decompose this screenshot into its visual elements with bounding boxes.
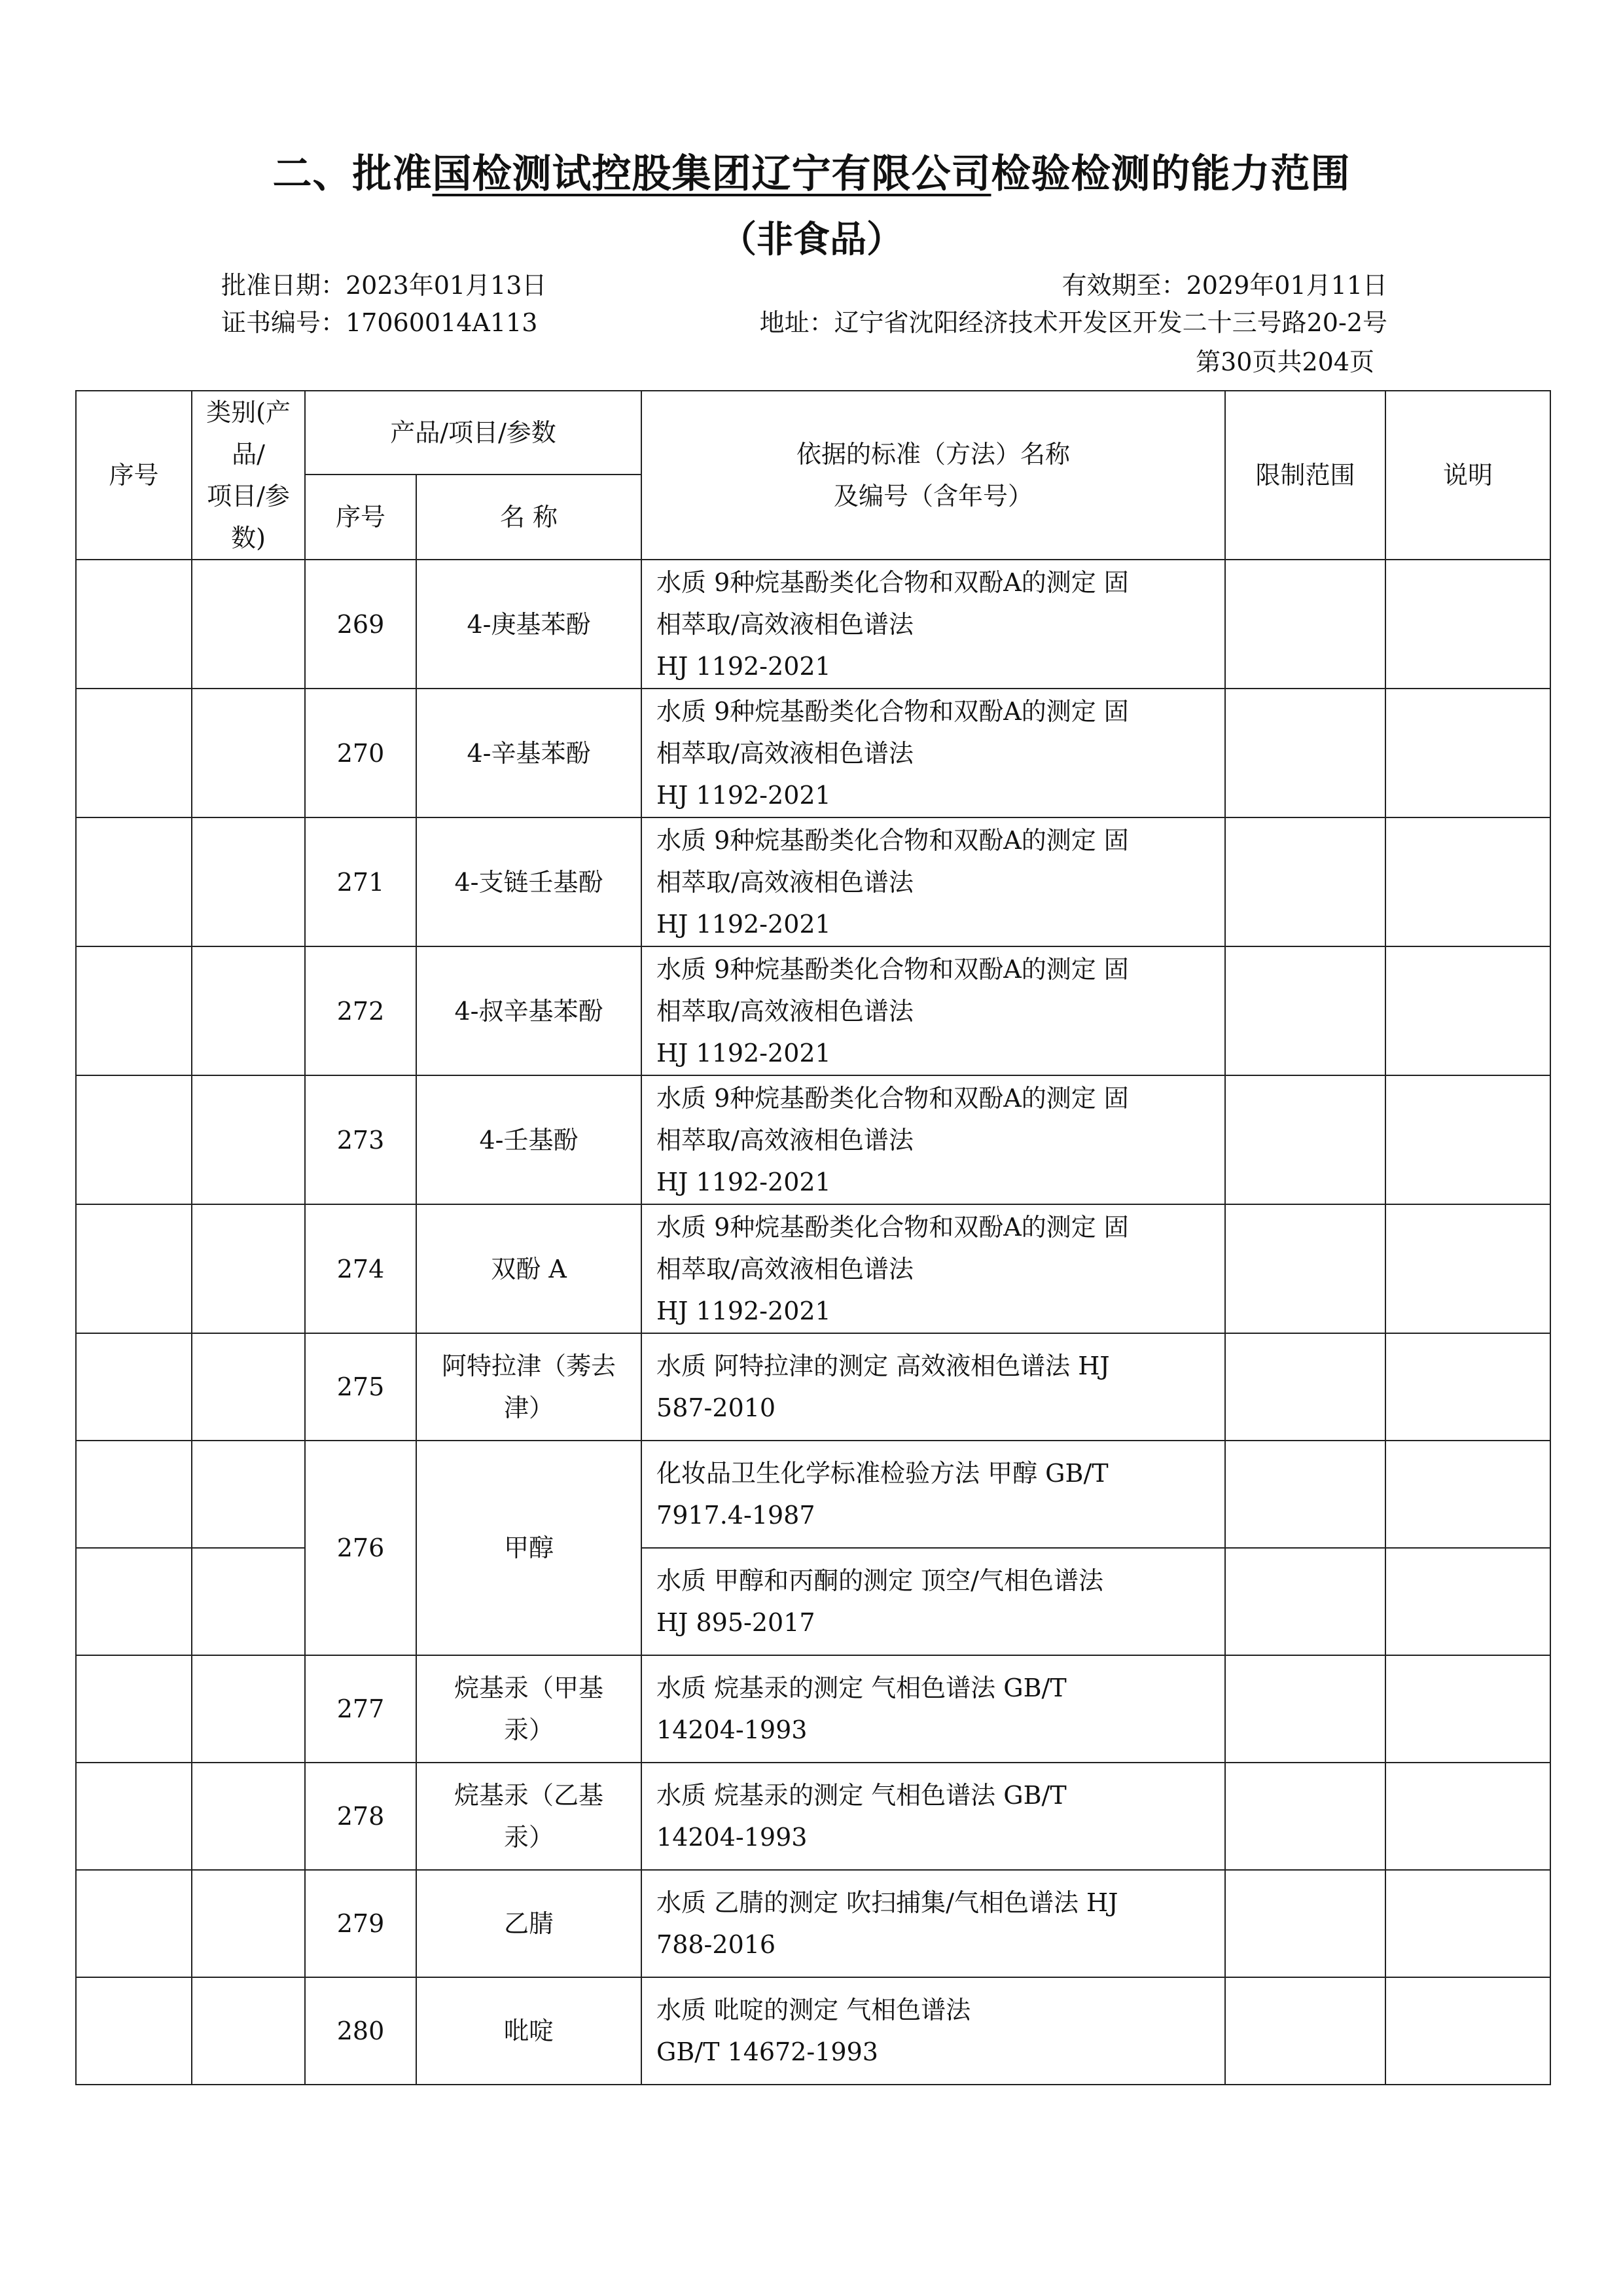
cell-seq xyxy=(76,560,192,689)
cell-category xyxy=(192,1333,305,1441)
cell-note xyxy=(1385,1763,1550,1870)
cell-number: 280 xyxy=(305,1977,416,2085)
cell-seq xyxy=(76,1655,192,1763)
cell-standard: 水质 9种烷基酚类化合物和双酚A的测定 固 相萃取/高效液相色谱法 HJ 1192-2021 xyxy=(641,689,1225,817)
cell-note xyxy=(1385,817,1550,946)
cell-seq xyxy=(76,817,192,946)
cell-seq xyxy=(76,1548,192,1655)
cell-limit xyxy=(1225,689,1385,817)
cell-category xyxy=(192,1441,305,1548)
cell-name: 甲醇 xyxy=(416,1441,641,1655)
cell-limit xyxy=(1225,1333,1385,1441)
cell-category xyxy=(192,1977,305,2085)
title-organization: 国检测试控股集团辽宁有限公司 xyxy=(432,151,991,197)
cell-limit xyxy=(1225,1075,1385,1204)
cell-category xyxy=(192,1655,305,1763)
cell-note xyxy=(1385,689,1550,817)
page-title xyxy=(0,143,1623,199)
cell-note xyxy=(1385,1333,1550,1441)
table-row xyxy=(76,1977,1550,2085)
table-row xyxy=(76,1548,1550,1655)
header-sub-seq: 序号 xyxy=(305,475,416,560)
capability-table xyxy=(75,390,1551,2085)
cell-number: 271 xyxy=(305,817,416,946)
cell-standard: 水质 乙腈的测定 吹扫捕集/气相色谱法 HJ 788-2016 xyxy=(641,1870,1225,1977)
table-row xyxy=(76,560,1550,689)
cell-limit xyxy=(1225,1655,1385,1763)
cell-standard: 水质 9种烷基酚类化合物和双酚A的测定 固 相萃取/高效液相色谱法 HJ 1192-2021 xyxy=(641,946,1225,1075)
cell-number: 276 xyxy=(305,1441,416,1655)
cell-seq xyxy=(76,1204,192,1333)
header-name: 名 称 xyxy=(416,475,641,560)
cell-limit xyxy=(1225,817,1385,946)
page-number: 第30页共204页 xyxy=(1196,348,1374,376)
cell-seq xyxy=(76,689,192,817)
cell-limit xyxy=(1225,946,1385,1075)
cell-standard: 水质 甲醇和丙酮的测定 顶空/气相色谱法 HJ 895-2017 xyxy=(641,1548,1225,1655)
cell-standard: 水质 吡啶的测定 气相色谱法 GB/T 14672-1993 xyxy=(641,1977,1225,2085)
cell-name: 阿特拉津（莠去 津） xyxy=(416,1333,641,1441)
cell-note xyxy=(1385,1441,1550,1548)
cell-number: 270 xyxy=(305,689,416,817)
table-row xyxy=(76,817,1550,946)
cell-name: 乙腈 xyxy=(416,1870,641,1977)
cell-note xyxy=(1385,946,1550,1075)
table-row xyxy=(76,1655,1550,1763)
cell-number: 277 xyxy=(305,1655,416,1763)
cell-number: 272 xyxy=(305,946,416,1075)
cell-name: 双酚 A xyxy=(416,1204,641,1333)
cell-note xyxy=(1385,560,1550,689)
cell-seq xyxy=(76,1441,192,1548)
header-category: 类别(产品/ 项目/参数) xyxy=(192,391,305,560)
cell-name: 4-叔辛基苯酚 xyxy=(416,946,641,1075)
cell-limit xyxy=(1225,560,1385,689)
cell-category xyxy=(192,1204,305,1333)
cell-note xyxy=(1385,1548,1550,1655)
cell-limit xyxy=(1225,1441,1385,1548)
cell-number: 278 xyxy=(305,1763,416,1870)
cell-category xyxy=(192,1763,305,1870)
cell-category xyxy=(192,1548,305,1655)
cell-standard: 水质 烷基汞的测定 气相色谱法 GB/T 14204-1993 xyxy=(641,1655,1225,1763)
table-row xyxy=(76,1763,1550,1870)
cell-seq xyxy=(76,1763,192,1870)
cell-category xyxy=(192,946,305,1075)
cell-category xyxy=(192,689,305,817)
table-row xyxy=(76,946,1550,1075)
valid-until: 有效期至：2029年01月11日 xyxy=(1061,271,1387,300)
table-row xyxy=(76,1204,1550,1333)
cell-number: 269 xyxy=(305,560,416,689)
header-note: 说明 xyxy=(1385,391,1550,560)
cell-note xyxy=(1385,1870,1550,1977)
cell-name: 4-辛基苯酚 xyxy=(416,689,641,817)
cell-seq xyxy=(76,1075,192,1204)
page-subtitle: （非食品） xyxy=(720,219,903,261)
cell-category xyxy=(192,1075,305,1204)
header-standard: 依据的标准（方法）名称 及编号（含年号） xyxy=(641,391,1225,560)
cell-standard: 化妆品卫生化学标准检验方法 甲醇 GB/T 7917.4-1987 xyxy=(641,1441,1225,1548)
certificate-number: 证书编号：17060014A113 xyxy=(221,308,538,337)
title-prefix: 二、批准 xyxy=(272,151,433,197)
table-row xyxy=(76,1441,1550,1548)
cell-limit xyxy=(1225,1870,1385,1977)
cell-name: 烷基汞（甲基 汞） xyxy=(416,1655,641,1763)
cell-standard: 水质 9种烷基酚类化合物和双酚A的测定 固 相萃取/高效液相色谱法 HJ 1192-2021 xyxy=(641,560,1225,689)
header-limit: 限制范围 xyxy=(1225,391,1385,560)
cell-seq xyxy=(76,1977,192,2085)
cell-number: 273 xyxy=(305,1075,416,1204)
cell-seq xyxy=(76,946,192,1075)
cell-note xyxy=(1385,1075,1550,1204)
cell-limit xyxy=(1225,1763,1385,1870)
table-row xyxy=(76,1870,1550,1977)
table-row xyxy=(76,1333,1550,1441)
cell-category xyxy=(192,560,305,689)
table-row xyxy=(76,1075,1550,1204)
table-row xyxy=(76,689,1550,817)
cell-limit xyxy=(1225,1548,1385,1655)
cell-note xyxy=(1385,1204,1550,1333)
cell-number: 275 xyxy=(305,1333,416,1441)
cell-number: 274 xyxy=(305,1204,416,1333)
cell-standard: 水质 9种烷基酚类化合物和双酚A的测定 固 相萃取/高效液相色谱法 HJ 1192-2021 xyxy=(641,1075,1225,1204)
approval-date: 批准日期：2023年01月13日 xyxy=(221,271,547,300)
cell-note xyxy=(1385,1655,1550,1763)
cell-seq xyxy=(76,1333,192,1441)
cell-standard: 水质 9种烷基酚类化合物和双酚A的测定 固 相萃取/高效液相色谱法 HJ 1192-2021 xyxy=(641,1204,1225,1333)
title-suffix: 检验检测的能力范围 xyxy=(991,151,1351,197)
cell-name: 吡啶 xyxy=(416,1977,641,2085)
header-product-group: 产品/项目/参数 xyxy=(305,391,641,475)
cell-number: 279 xyxy=(305,1870,416,1977)
cell-seq xyxy=(76,1870,192,1977)
cell-limit xyxy=(1225,1977,1385,2085)
cell-category xyxy=(192,1870,305,1977)
cell-category xyxy=(192,817,305,946)
cell-name: 4-庚基苯酚 xyxy=(416,560,641,689)
cell-name: 烷基汞（乙基 汞） xyxy=(416,1763,641,1870)
header-seq: 序号 xyxy=(76,391,192,560)
cell-standard: 水质 烷基汞的测定 气相色谱法 GB/T 14204-1993 xyxy=(641,1763,1225,1870)
cell-standard: 水质 阿特拉津的测定 高效液相色谱法 HJ 587-2010 xyxy=(641,1333,1225,1441)
cell-name: 4-支链壬基酚 xyxy=(416,817,641,946)
cell-limit xyxy=(1225,1204,1385,1333)
address: 地址：辽宁省沈阳经济技术开发区开发二十三号路20-2号 xyxy=(759,308,1387,337)
cell-name: 4-壬基酚 xyxy=(416,1075,641,1204)
cell-note xyxy=(1385,1977,1550,2085)
cell-standard: 水质 9种烷基酚类化合物和双酚A的测定 固 相萃取/高效液相色谱法 HJ 1192-2021 xyxy=(641,817,1225,946)
